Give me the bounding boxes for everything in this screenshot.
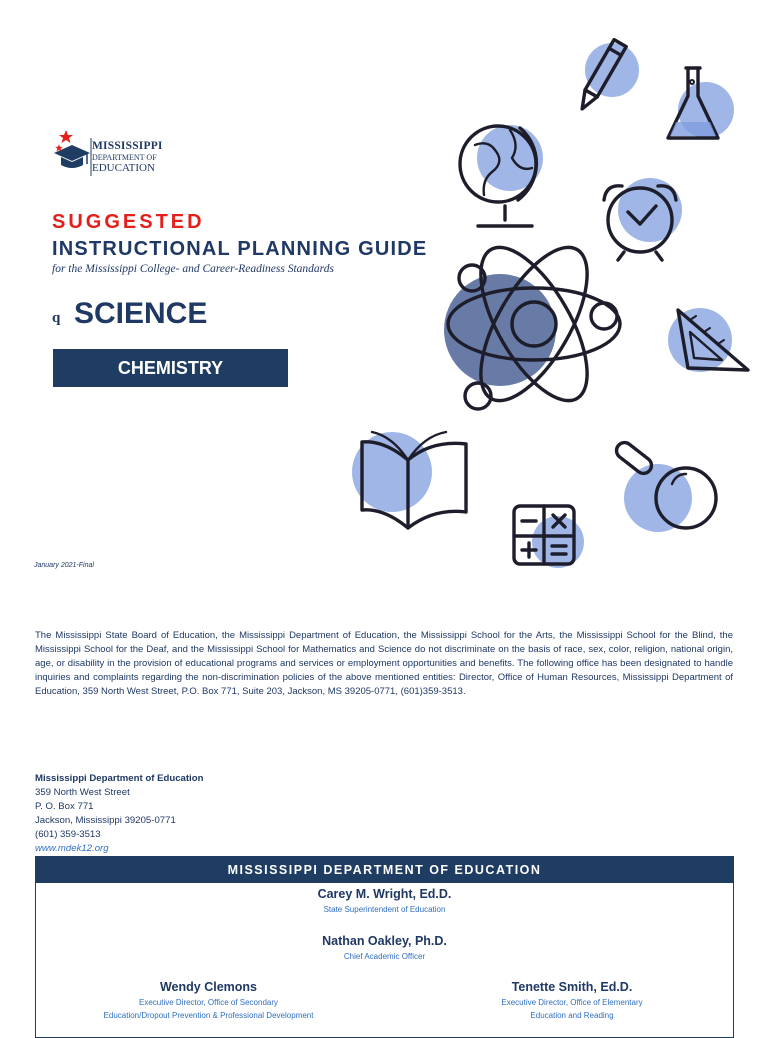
globe-icon <box>460 125 543 226</box>
logo-line-2: DEPARTMENT OF <box>92 152 157 162</box>
non-discrimination-statement: The Mississippi State Board of Education, the Mississippi Department of Education, the Mississippi School for the Arts, the Mississippi School for the Blind, the Mississippi School for the Deaf, and the Mississippi School for Mathematics and Science do not discriminate on the basis of race, sex, color, religion, national origin, age, or disability in the provision of educational programs and services or employment opportunities and benefits. The following office has been designated to handle inquiries and complaints regarding the non-discrimination policies of the above mentioned entities: Director, Office of Human Resources, Mississippi Department of Education, 359 North West Street, P.O. Box 771, Suite 203, Jackson, MS 39205-0771, (601)359-3513. <box>35 630 733 697</box>
course-banner <box>53 349 288 387</box>
person-elementary-director <box>422 980 722 1022</box>
person-name: Carey M. Wright, Ed.D. <box>317 887 452 901</box>
address-org: Mississippi Department of Education <box>35 773 204 784</box>
person-title: Chief Academic Officer <box>343 952 426 961</box>
logo-wordmark <box>92 141 163 174</box>
guide-subtitle: for the Mississippi College- and Career-Readiness Standards <box>52 263 334 275</box>
address-city: Jackson, Mississippi 39205-0771 <box>35 815 176 826</box>
person-chief-academic-officer <box>36 934 733 963</box>
star-icon <box>59 130 73 143</box>
person-title: Executive Director, Office of Elementary <box>501 998 643 1007</box>
document-date: January 2021-Final <box>34 562 94 569</box>
staff-panel <box>35 856 734 1038</box>
calculator-icon <box>514 506 584 568</box>
person-secondary-director <box>36 980 381 1022</box>
person-title: Executive Director, Office of Secondary <box>138 998 279 1007</box>
person-title-2: Education/Dropout Prevention & Professional Development <box>103 1011 314 1020</box>
person-name: Nathan Oakley, Ph.D. <box>322 934 447 948</box>
alarm-clock-icon <box>604 178 682 260</box>
pencil-icon <box>576 40 639 113</box>
atom-icon <box>444 232 620 417</box>
staff-header: MISSISSIPPI DEPARTMENT OF EDUCATION <box>36 857 733 883</box>
address-street: 359 North West Street <box>35 787 130 798</box>
address-phone: (601) 359-3513 <box>35 829 101 840</box>
flask-icon <box>668 68 734 138</box>
logo-line-3: EDUCATION <box>92 161 155 174</box>
course-label: CHEMISTRY <box>117 357 224 378</box>
person-title-2: Education and Reading <box>530 1011 614 1020</box>
person-superintendent <box>36 887 733 916</box>
person-name: Wendy Clemons <box>159 980 257 994</box>
website-link[interactable]: www.mdek12.org <box>35 843 109 854</box>
address-pobox: P. O. Box 771 <box>35 801 94 812</box>
open-book-icon <box>352 432 466 528</box>
person-title: State Superintendent of Education <box>323 905 446 914</box>
subject-bullet: q <box>52 310 61 326</box>
magnifying-glass-icon <box>613 439 716 532</box>
logo-line-1: MISSISSIPPI <box>92 140 163 152</box>
suggested-label: SUGGESTED <box>52 211 205 233</box>
science-illustration <box>340 30 760 575</box>
person-name: Tenette Smith, Ed.D. <box>511 980 633 994</box>
subject-heading: SCIENCE <box>74 297 208 330</box>
contact-address <box>35 772 203 856</box>
triangle-ruler-icon <box>668 308 748 372</box>
guide-title: INSTRUCTIONAL PLANNING GUIDE <box>52 238 428 260</box>
